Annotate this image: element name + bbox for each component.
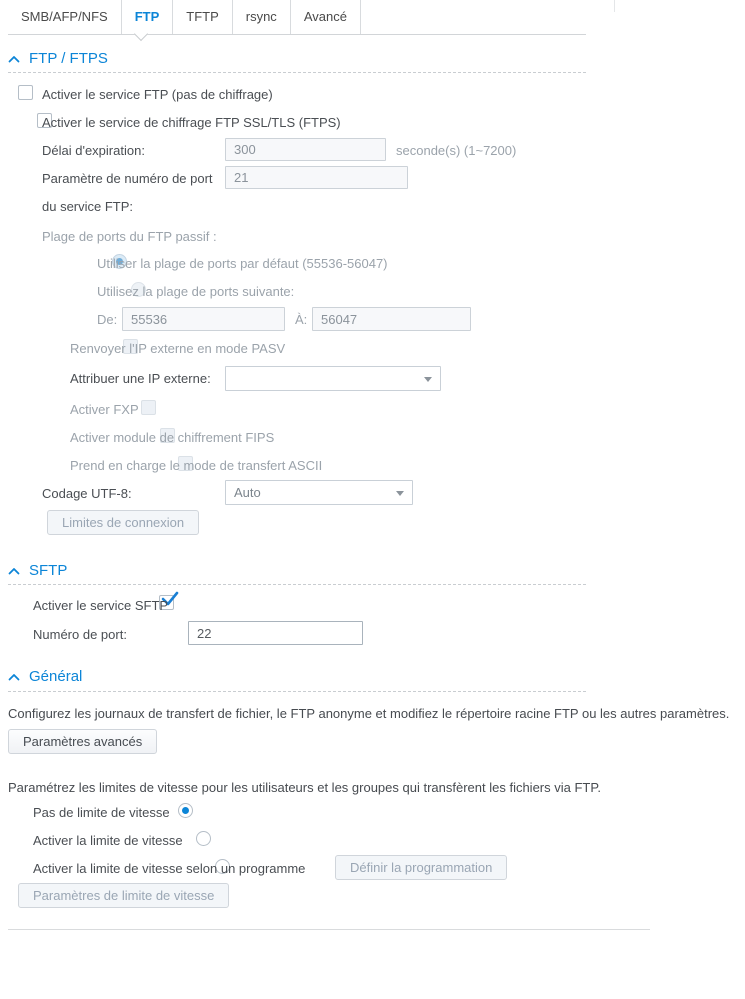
timeout-label: Délai d'expiration: bbox=[42, 143, 145, 158]
range-to-label: À: bbox=[295, 312, 308, 327]
enable-ftp-label: Activer le service FTP (pas de chiffrage) bbox=[42, 87, 273, 102]
set-schedule-button: Définir la programmation bbox=[335, 855, 507, 880]
ftp-port-input bbox=[225, 166, 408, 189]
utf8-label: Codage UTF-8: bbox=[42, 486, 132, 501]
custom-range-label: Utilisez la plage de ports suivante: bbox=[97, 284, 295, 299]
no-speed-limit-label: Pas de limite de vitesse bbox=[33, 805, 170, 820]
utf8-dropdown-value: Auto bbox=[234, 485, 261, 500]
enable-ftps-label: Activer le service de chiffrage FTP SSL/TLS (FTPS) bbox=[42, 115, 341, 130]
fips-label: Activer module de chiffrement FIPS bbox=[70, 430, 275, 445]
range-from-input bbox=[122, 307, 285, 331]
external-ip-label: Attribuer une IP externe: bbox=[70, 371, 211, 386]
schedule-speed-limit-label: Activer la limite de vitesse selon un programme bbox=[33, 861, 306, 876]
tab-rsync[interactable]: rsync bbox=[233, 0, 291, 34]
speed-limit-description: Paramétrez les limites de vitesse pour les utilisateurs et les groupes qui transfèrent les fichiers via FTP. bbox=[8, 780, 601, 795]
section-title-sftp: SFTP bbox=[29, 562, 68, 579]
tab-smb-afp-nfs[interactable]: SMB/AFP/NFS bbox=[8, 0, 122, 34]
scroll-track-edge bbox=[614, 0, 615, 12]
pasv-external-ip-label: Renvoyer l'IP externe en mode PASV bbox=[70, 341, 286, 356]
section-title-ftp-ftps: FTP / FTPS bbox=[29, 50, 108, 67]
section-divider bbox=[8, 584, 586, 585]
enable-speed-limit-label: Activer la limite de vitesse bbox=[33, 833, 183, 848]
chevron-up-icon bbox=[8, 567, 20, 575]
enable-sftp-label: Activer le service SFTP bbox=[33, 598, 169, 613]
advanced-settings-button[interactable]: Paramètres avancés bbox=[8, 729, 157, 754]
section-header-general[interactable] bbox=[8, 668, 82, 685]
dropdown-arrow-icon bbox=[424, 377, 432, 382]
tab-avance[interactable]: Avancé bbox=[291, 0, 361, 34]
ftp-port-label-line1: Paramètre de numéro de port bbox=[42, 171, 213, 186]
enable-ftp-checkbox[interactable] bbox=[18, 85, 33, 100]
bottom-divider bbox=[8, 929, 650, 930]
section-title-general: Général bbox=[29, 668, 83, 685]
section-divider bbox=[8, 72, 586, 73]
chevron-up-icon bbox=[8, 55, 20, 63]
ascii-label: Prend en charge le mode de transfert ASCII bbox=[70, 458, 323, 473]
chevron-up-icon bbox=[8, 673, 20, 681]
passive-range-label: Plage de ports du FTP passif : bbox=[42, 229, 217, 244]
enable-speed-limit-radio[interactable] bbox=[196, 831, 211, 846]
sftp-port-input[interactable] bbox=[188, 621, 363, 645]
external-ip-dropdown bbox=[225, 366, 441, 391]
connection-limits-button: Limites de connexion bbox=[47, 510, 199, 535]
range-to-input bbox=[312, 307, 471, 331]
utf8-dropdown bbox=[225, 480, 413, 505]
tab-bar bbox=[8, 0, 586, 35]
default-range-label: Utiliser la plage de ports par défaut (55536-56047) bbox=[97, 256, 388, 271]
advanced-settings-description: Configurez les journaux de transfert de fichier, le FTP anonyme et modifiez le répertoire racine FTP ou les autres paramètres. bbox=[8, 706, 730, 721]
dropdown-arrow-icon bbox=[396, 491, 404, 496]
section-header-ftp-ftps[interactable] bbox=[8, 50, 108, 67]
section-header-sftp[interactable] bbox=[8, 562, 67, 579]
sftp-port-label: Numéro de port: bbox=[33, 627, 127, 642]
range-from-label: De: bbox=[97, 312, 118, 327]
ftp-port-label-line2: du service FTP: bbox=[42, 199, 134, 214]
tab-tftp[interactable]: TFTP bbox=[173, 0, 233, 34]
fxp-label: Activer FXP bbox=[70, 402, 139, 417]
section-divider bbox=[8, 691, 586, 692]
timeout-input bbox=[225, 138, 386, 161]
no-speed-limit-radio[interactable] bbox=[178, 803, 193, 818]
speed-limit-settings-button: Paramètres de limite de vitesse bbox=[18, 883, 229, 908]
tab-ftp[interactable]: FTP bbox=[122, 0, 174, 34]
timeout-hint: seconde(s) (1~7200) bbox=[396, 143, 517, 158]
fxp-checkbox bbox=[141, 400, 156, 415]
